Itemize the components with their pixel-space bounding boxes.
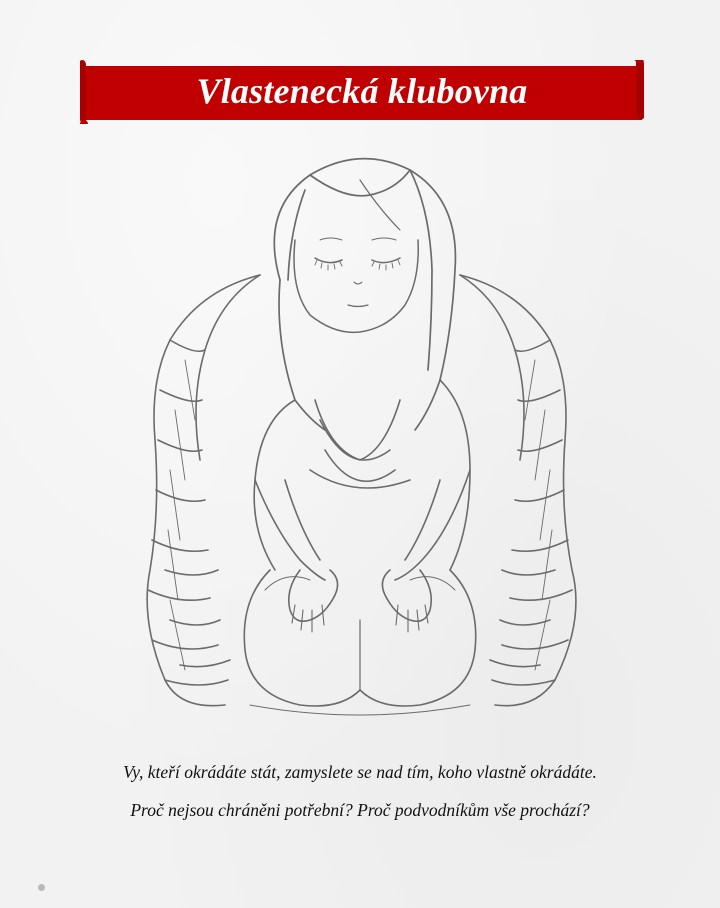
title-banner bbox=[80, 60, 644, 124]
caption-line-2: Proč nejsou chráněni potřební? Proč podvodníkům vše prochází? bbox=[130, 800, 590, 820]
angel-illustration bbox=[110, 150, 610, 730]
kneeling-legs bbox=[244, 570, 475, 715]
body bbox=[254, 380, 470, 632]
paper-smudge bbox=[38, 884, 45, 891]
face bbox=[294, 238, 418, 332]
caption-line-1: Vy, kteří okrádáte stát, zamyslete se nad tím, koho vlastně okrádáte. bbox=[123, 762, 597, 782]
left-wing bbox=[147, 275, 260, 706]
right-wing bbox=[460, 275, 576, 706]
hair bbox=[274, 159, 455, 430]
banner-title: Vlastenecká klubovna bbox=[196, 71, 528, 111]
